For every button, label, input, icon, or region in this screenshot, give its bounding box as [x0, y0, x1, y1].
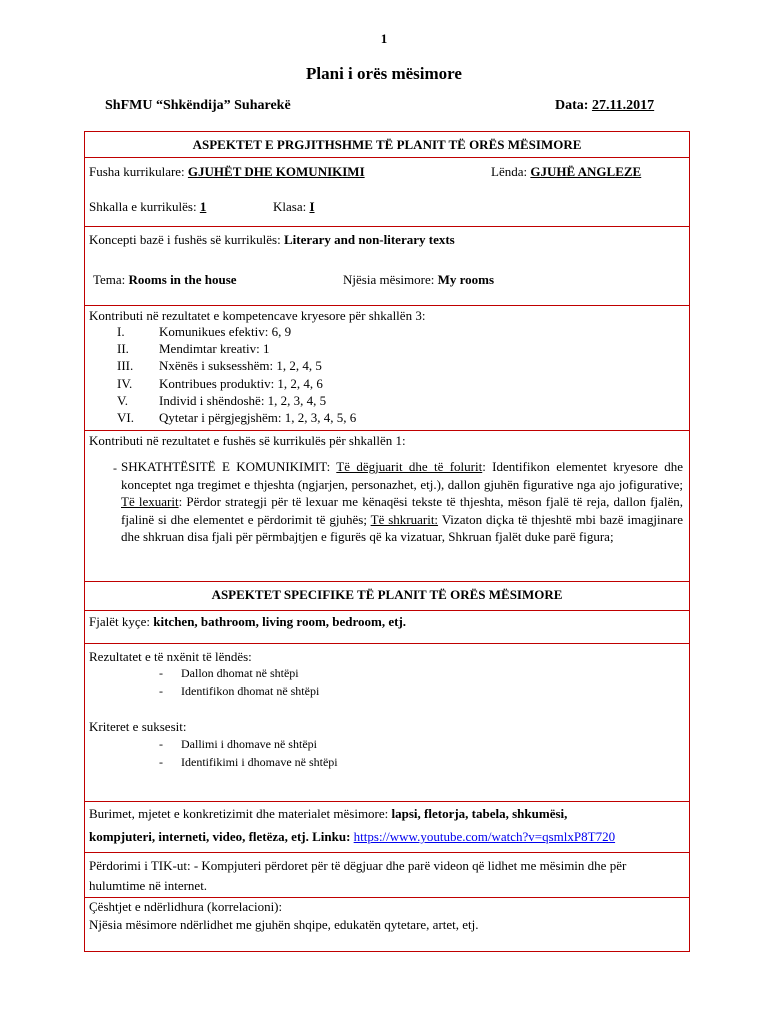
- outcomes-cell: [84, 643, 690, 802]
- theme-value: Rooms in the house: [128, 272, 237, 287]
- class-value: I: [309, 199, 315, 214]
- criteria-dash: -: [159, 737, 163, 751]
- specific-aspects-header: [84, 581, 690, 611]
- general-aspects-title: ASPEKTET E PRGJITHSHME TË PLANIT TË ORËS MËSIMORE: [192, 137, 582, 152]
- skills-lead: SHKATHTËSITË E KOMUNIKIMIT:: [121, 459, 337, 474]
- criteria-label: Kriteret e suksesit:: [89, 719, 187, 734]
- date: [555, 98, 654, 114]
- criteria-item: Identifikimi i dhomave në shtëpi: [181, 755, 338, 769]
- field-value: GJUHËT DHE KOMUNIKIMI: [187, 164, 365, 179]
- competence-number: VI.: [117, 410, 134, 425]
- keywords-cell: [84, 610, 690, 644]
- competence-item: Nxënës i suksesshëm: 1, 2, 4, 5: [159, 358, 322, 374]
- class-line: [273, 199, 315, 215]
- general-aspects-header: [84, 131, 690, 158]
- competences-cell: [84, 305, 690, 431]
- subject-line: [491, 164, 641, 180]
- correlation-cell: [84, 897, 690, 952]
- communication-skills-paragraph: [121, 458, 683, 546]
- level-value: 1: [199, 199, 207, 214]
- outcome-item: Dallon dhomat në shtëpi: [181, 666, 299, 680]
- correlation-label: Çështjet e ndërlidhura (korrelacioni):: [89, 899, 283, 914]
- subject-value: GJUHË ANGLEZE: [530, 164, 642, 179]
- resources-label: Burimet, mjetet e konkretizimit dhe materialet mësimore:: [89, 806, 389, 821]
- level-label: Shkalla e kurrikulës:: [89, 199, 197, 214]
- level-line: [89, 199, 214, 215]
- curriculum-info-cell: [84, 157, 690, 227]
- writing-label: Të shkruarit:: [370, 511, 439, 527]
- outcome-item: Identifikon dhomat në shtëpi: [181, 684, 320, 698]
- concept-line: [89, 232, 455, 248]
- concept-value: Literary and non-literary texts: [283, 232, 455, 247]
- theme-label: Tema:: [93, 272, 126, 287]
- ict-line-2: hulumtime në internet.: [89, 878, 208, 893]
- competence-item: Mendimtar kreativ: 1: [159, 341, 270, 357]
- ict-line-1: Përdorimi i TIK-ut: - Kompjuteri përdoret për të dëgjuar dhe parë videon që lidhet me mësimin dhe për: [89, 858, 627, 873]
- field-results-heading: Kontributi në rezultatet e fushës së kurrikulës për shkallën 1:: [89, 433, 406, 448]
- field-label: Fusha kurrikulare:: [89, 164, 185, 179]
- keywords-label: Fjalët kyçe:: [89, 614, 151, 629]
- outcome-dash: -: [159, 684, 163, 698]
- class-label: Klasa:: [273, 199, 307, 214]
- concept-label: Koncepti bazë i fushës së kurrikulës:: [89, 232, 281, 247]
- unit-value: My rooms: [437, 272, 495, 287]
- ict-cell: [84, 852, 690, 898]
- reading-text: : Përdor strategji për të lexuar me kënaqësi tekste të thjeshta, mëson fjalë të reja, dallon fjalën, fjalinë si dhe elementet e përdorimit të gjuhës;: [121, 494, 683, 527]
- outcomes-label: Rezultatet e të nxënit të lëndës:: [89, 649, 252, 664]
- resources-cell: [84, 801, 690, 853]
- video-link[interactable]: https://www.youtube.com/watch?v=qsmlxP8T720: [353, 829, 616, 844]
- subject-label: Lënda:: [491, 164, 528, 179]
- competence-item: Kontribues produktiv: 1, 2, 4, 6: [159, 375, 323, 391]
- field-line: [89, 164, 365, 180]
- skills-dash: -: [113, 461, 117, 475]
- unit-label: Njësia mësimore:: [343, 272, 435, 287]
- keywords-value: kitchen, bathroom, living room, bedroom, etj.: [153, 614, 407, 629]
- listening-label: Të dëgjuarit dhe të folurit: [336, 459, 483, 474]
- resources-value-2: kompjuteri, interneti, video, fletëza, etj. Linku:: [89, 829, 351, 844]
- listening-text: : Identifikon elementet kryesore dhe konceptet nga tregimet e thjeshta (ngjarjen, personazhet, etj.), dallon gjuhën figurative nga ajo jofigurative;: [121, 459, 684, 492]
- date-value: 27.11.2017: [591, 98, 655, 113]
- competence-number: II.: [117, 341, 129, 357]
- competence-item: Individ i shëndoshë: 1, 2, 3, 4, 5: [159, 392, 327, 408]
- writing-text: Vizaton diçka të thjeshtë mbi bazë imagjinare dhe shkruan disa fjali për përmbajtjen e figurës që ka vizatuar, Shkruan fjalët duke parë figura;: [121, 511, 683, 544]
- resources-value-1: lapsi, fletorja, tabela, shkumësi,: [391, 806, 568, 821]
- competence-item: Komunikues efektiv: 6, 9: [159, 324, 292, 339]
- competence-number: III.: [117, 358, 134, 374]
- criteria-item: Dallimi i dhomave në shtëpi: [181, 737, 317, 751]
- page-number: 1: [380, 31, 388, 46]
- keywords-line: [89, 614, 406, 630]
- page-title: Plani i orës mësimore: [306, 64, 462, 83]
- school-name: ShFMU “Shkëndija” Suharekë: [105, 98, 291, 113]
- theme-line: [93, 272, 237, 288]
- date-label: Data:: [555, 98, 589, 113]
- criteria-dash: -: [159, 755, 163, 769]
- reading-label: Të lexuarit: [121, 494, 179, 509]
- unit-line: [343, 272, 494, 288]
- competence-number: IV.: [117, 375, 133, 391]
- correlation-value: Njësia mësimore ndërlidhet me gjuhën shqipe, edukatën qytetare, artet, etj.: [89, 917, 479, 932]
- resources-line-1: [89, 806, 567, 822]
- competence-item: Qytetar i përgjegjshëm: 1, 2, 3, 4, 5, 6: [159, 410, 357, 425]
- competences-heading: Kontributi në rezultatet e kompetencave kryesore për shkallën 3:: [89, 308, 426, 323]
- field-results-cell: [84, 430, 690, 582]
- outcome-dash: -: [159, 666, 163, 680]
- specific-aspects-title: ASPEKTET SPECIFIKE TË PLANIT TË ORËS MËSIMORE: [211, 587, 563, 602]
- lesson-plan-table: [84, 131, 692, 952]
- competence-number: V.: [117, 392, 128, 408]
- concept-cell: [84, 226, 690, 306]
- resources-line-2: [89, 829, 615, 845]
- competence-number: I.: [117, 324, 125, 339]
